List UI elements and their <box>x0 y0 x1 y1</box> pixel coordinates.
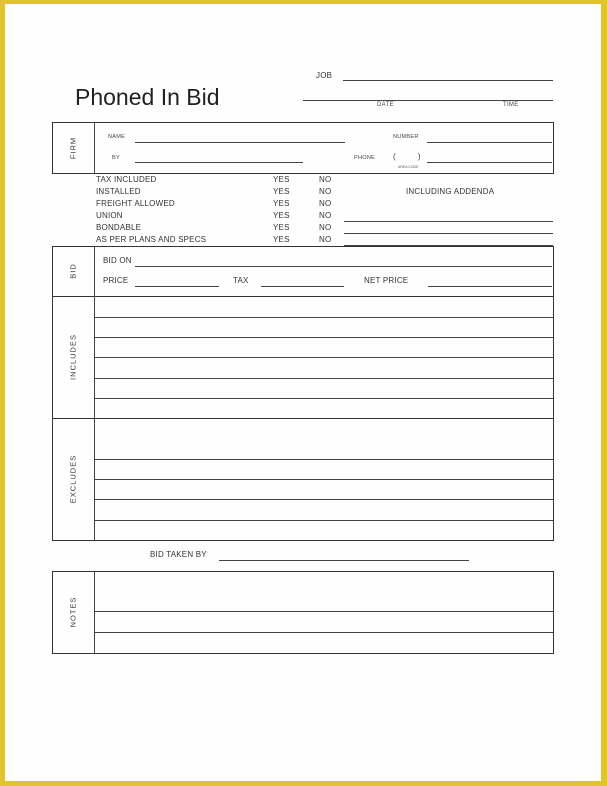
time-label: TIME <box>503 102 519 108</box>
checklist-label: BONDABLE <box>96 223 142 232</box>
firm-number-field[interactable] <box>427 142 552 143</box>
notes-line[interactable] <box>94 632 553 633</box>
tax-label: TAX <box>233 276 249 285</box>
bid-divider <box>94 246 95 297</box>
notes-section-label: NOTES <box>68 596 78 628</box>
firm-number-label: NUMBER <box>393 134 419 140</box>
firm-by-label: BY <box>112 155 120 161</box>
excludes-section-label: EXCLUDES <box>68 454 78 504</box>
checklist-no[interactable]: NO <box>319 211 332 220</box>
includes-line[interactable] <box>94 317 553 318</box>
checklist-yes[interactable]: YES <box>273 223 290 232</box>
checklist-no[interactable]: NO <box>319 187 332 196</box>
checklist-label: UNION <box>96 211 123 220</box>
firm-by-field[interactable] <box>135 162 303 163</box>
date-time-field[interactable] <box>303 100 553 101</box>
firm-section <box>52 122 554 174</box>
includes-line[interactable] <box>94 398 553 399</box>
checklist-yes[interactable]: YES <box>273 187 290 196</box>
includes-section-label: INCLUDES <box>68 334 78 380</box>
checklist-no[interactable]: NO <box>319 199 332 208</box>
checklist-label: AS PER PLANS AND SPECS <box>96 235 207 244</box>
job-label: JOB <box>316 71 333 80</box>
phone-area-parens: ( ) <box>393 152 421 161</box>
excludes-line[interactable] <box>94 520 553 521</box>
firm-name-label: NAME <box>108 134 126 140</box>
excludes-line[interactable] <box>94 459 553 460</box>
firm-name-field[interactable] <box>135 142 345 143</box>
bid-taken-by-label: BID TAKEN BY <box>150 550 207 559</box>
firm-section-label: FIRM <box>68 136 78 160</box>
checklist-label: TAX INCLUDED <box>96 175 157 184</box>
includes-line[interactable] <box>94 337 553 338</box>
checklist-no[interactable]: NO <box>319 223 332 232</box>
notes-section <box>52 571 554 654</box>
checklist-no[interactable]: NO <box>319 175 332 184</box>
checklist-yes[interactable]: YES <box>273 175 290 184</box>
price-label: PRICE <box>103 276 129 285</box>
job-field[interactable] <box>343 80 553 81</box>
price-field[interactable] <box>135 286 219 287</box>
bid-on-label: BID ON <box>103 256 132 265</box>
checklist-no[interactable]: NO <box>319 235 332 244</box>
net-price-field[interactable] <box>428 286 552 287</box>
firm-divider <box>94 122 95 174</box>
addenda-label: INCLUDING ADDENDA <box>406 187 495 196</box>
bid-on-field[interactable] <box>135 266 552 267</box>
excludes-line[interactable] <box>94 479 553 480</box>
addenda-field-1[interactable] <box>344 221 553 222</box>
checklist-label: INSTALLED <box>96 187 141 196</box>
includes-excludes-separator <box>52 418 554 419</box>
firm-phone-label: PHONE <box>354 155 376 161</box>
form-page <box>5 4 601 781</box>
checklist-yes[interactable]: YES <box>273 199 290 208</box>
tax-field[interactable] <box>261 286 344 287</box>
form-title: Phoned In Bid <box>75 84 220 110</box>
notes-line[interactable] <box>94 611 553 612</box>
checklist-yes[interactable]: YES <box>273 235 290 244</box>
notes-divider <box>94 571 95 654</box>
checklist-yes[interactable]: YES <box>273 211 290 220</box>
addenda-field-2[interactable] <box>344 233 553 234</box>
checklist-label: FREIGHT ALLOWED <box>96 199 175 208</box>
includes-line[interactable] <box>94 357 553 358</box>
bid-section <box>52 246 554 297</box>
includes-line[interactable] <box>94 378 553 379</box>
excludes-line[interactable] <box>94 499 553 500</box>
area-code-label: AREA CODE <box>398 165 419 169</box>
net-price-label: NET PRICE <box>364 276 409 285</box>
bid-taken-by-field[interactable] <box>219 560 469 561</box>
bid-section-label: BID <box>68 263 78 279</box>
date-label: DATE <box>377 102 394 108</box>
firm-phone-field[interactable] <box>427 162 552 163</box>
